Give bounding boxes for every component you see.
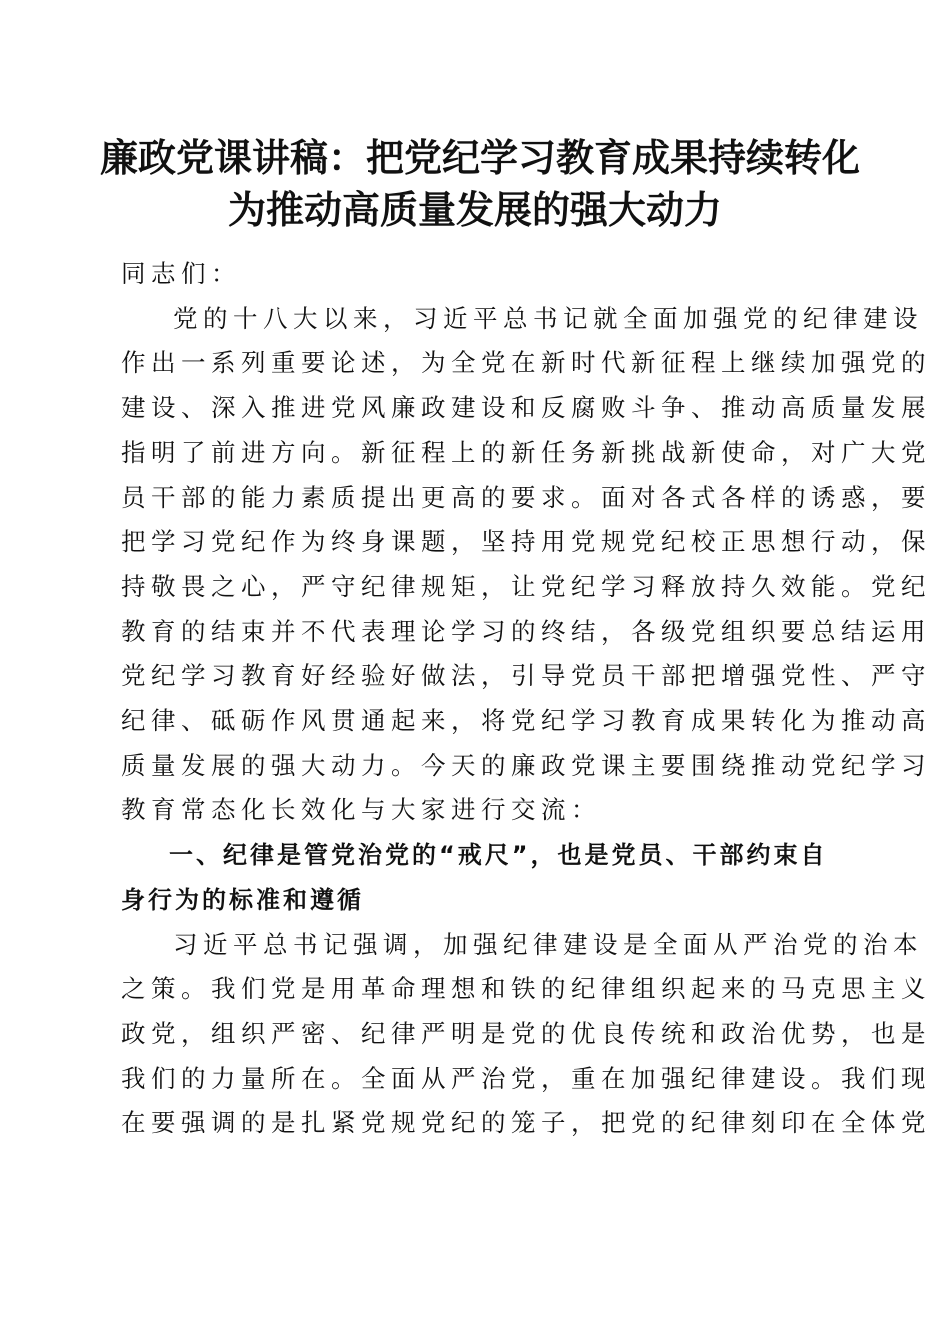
paragraph-line: 作出一系列重要论述，为全党在新时代新征程上继续加强党的 bbox=[121, 348, 931, 378]
paragraph-line: 教育常态化长效化与大家进行交流： bbox=[121, 795, 601, 825]
paragraph-line: 建设、深入推进党风廉政建设和反腐败斗争、推动高质量发展 bbox=[121, 393, 931, 423]
paragraph-line: 指明了前进方向。新征程上的新任务新挑战新使命，对广大党 bbox=[121, 437, 931, 467]
paragraph-line: 习近平总书记强调，加强纪律建设是全面从严治党的治本 bbox=[173, 929, 923, 959]
section-heading-1 bbox=[121, 833, 831, 922]
paragraph-line: 党纪学习教育好经验好做法，引导党员干部把增强党性、严守 bbox=[121, 661, 931, 691]
title-line-2: 为推动高质量发展的强大动力 bbox=[227, 187, 722, 232]
paragraph-section-1 bbox=[121, 923, 931, 1147]
paragraph-line: 纪律、砥砺作风贯通起来，将党纪学习教育成果转化为推动高 bbox=[121, 706, 931, 736]
paragraph-line: 把学习党纪作为终身课题，坚持用党规党纪校正思想行动，保 bbox=[121, 527, 931, 557]
paragraph-line: 党的十八大以来，习近平总书记就全面加强党的纪律建设 bbox=[173, 303, 923, 333]
document-title bbox=[100, 132, 861, 236]
heading-line: 身行为的标准和遵循 bbox=[121, 885, 364, 914]
paragraph-line: 员干部的能力素质提出更高的要求。面对各式各样的诱惑，要 bbox=[121, 482, 931, 512]
title-line-1: 廉政党课讲稿：把党纪学习教育成果持续转化 bbox=[100, 135, 861, 180]
paragraph-line: 在要强调的是扎紧党规党纪的笼子，把党的纪律刻印在全体党 bbox=[121, 1108, 931, 1138]
heading-line: 一、纪律是管党治党的“戒尺”，也是党员、干部约束自 bbox=[169, 841, 828, 870]
paragraph-line: 政党，组织严密、纪律严明是党的优良传统和政治优势，也是 bbox=[121, 1018, 931, 1048]
paragraph-line: 教育的结束并不代表理论学习的终结，各级党组织要总结运用 bbox=[121, 616, 931, 646]
document-body bbox=[121, 252, 931, 1146]
paragraph-line: 我们的力量所在。全面从严治党，重在加强纪律建设。我们现 bbox=[121, 1063, 931, 1093]
paragraph-line: 质量发展的强大动力。今天的廉政党课主要围绕推动党纪学习 bbox=[121, 750, 931, 780]
paragraph-line: 之策。我们党是用革命理想和铁的纪律组织起来的马克思主义 bbox=[121, 974, 931, 1004]
paragraph-intro bbox=[121, 297, 931, 833]
salutation: 同志们： bbox=[121, 259, 241, 288]
paragraph-line: 持敬畏之心，严守纪律规矩，让党纪学习释放持久效能。党纪 bbox=[121, 571, 931, 601]
